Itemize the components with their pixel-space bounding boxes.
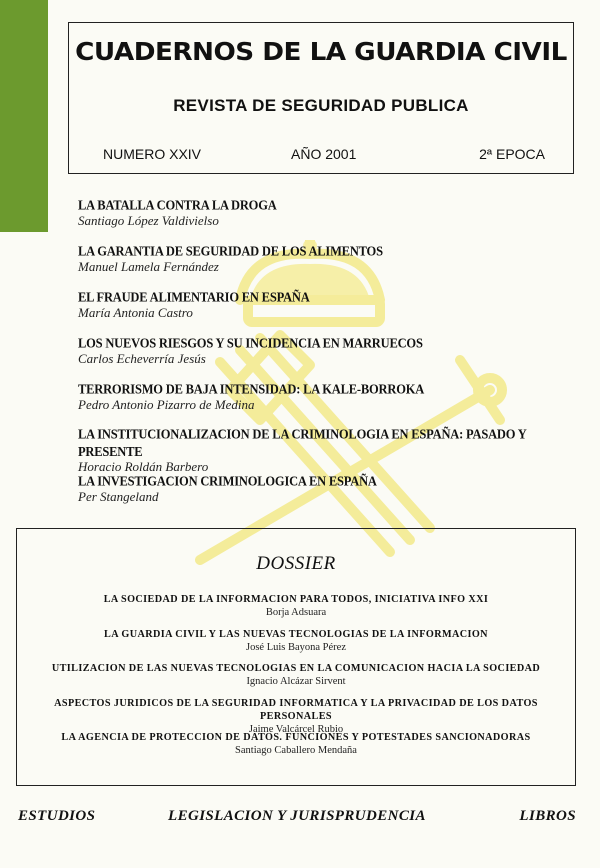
article-author: María Antonia Castro bbox=[78, 305, 193, 320]
dossier-item bbox=[17, 697, 575, 735]
dossier-box bbox=[16, 528, 576, 786]
article-title: LA INVESTIGACION CRIMINOLOGICA EN ESPAÑA bbox=[78, 473, 377, 489]
dossier-item bbox=[17, 593, 575, 628]
issue-year: AÑO 2001 bbox=[291, 146, 357, 162]
issue-number: NUMERO XXIV bbox=[103, 146, 202, 162]
article-title: TERRORISMO DE BAJA INTENSIDAD: LA KALE-BORROKA bbox=[78, 381, 425, 397]
article-list bbox=[78, 197, 558, 519]
dossier-item-author: Jaime Valcárcel Rubio bbox=[248, 723, 344, 735]
article-item bbox=[78, 473, 558, 519]
article-title: LA INSTITUCIONALIZACION DE LA CRIMINOLOGIA EN ESPAÑA: PASADO Y PRESENTE bbox=[78, 426, 527, 460]
journal-subtitle: REVISTA DE SEGURIDAD PUBLICA bbox=[173, 96, 469, 115]
dossier-item-author: Borja Adsuara bbox=[265, 607, 327, 618]
dossier-item bbox=[17, 731, 575, 766]
section-legislacion: LEGISLACION Y JURISPRUDENCIA bbox=[168, 808, 426, 824]
article-author: Pedro Antonio Pizarro de Medina bbox=[78, 397, 255, 412]
issue-epoch: 2ª EPOCA bbox=[479, 146, 545, 162]
dossier-item-title: LA GUARDIA CIVIL Y LAS NUEVAS TECNOLOGIAS DE LA INFORMACION bbox=[104, 628, 488, 640]
dossier-item-author: José Luis Bayona Pérez bbox=[245, 641, 347, 653]
journal-title: CUADERNOS DE LA GUARDIA CIVIL bbox=[75, 37, 567, 66]
article-author: Horacio Roldán Barbero bbox=[78, 459, 209, 474]
masthead-box bbox=[68, 22, 574, 174]
article-item bbox=[78, 197, 558, 243]
article-author: Carlos Echeverría Jesús bbox=[78, 351, 206, 366]
article-title: LOS NUEVOS RIESGOS Y SU INCIDENCIA EN MARRUECOS bbox=[78, 335, 423, 351]
article-title: LA GARANTIA DE SEGURIDAD DE LOS ALIMENTOS bbox=[78, 243, 383, 259]
dossier-heading: DOSSIER bbox=[256, 553, 336, 574]
article-item bbox=[78, 243, 558, 289]
article-author: Per Stangeland bbox=[78, 489, 159, 504]
article-item bbox=[78, 289, 558, 335]
dossier-item-author: Ignacio Alcázar Sirvent bbox=[246, 676, 346, 687]
dossier-item-title: LA AGENCIA DE PROTECCION DE DATOS. FUNCIONES Y POTESTADES SANCIONADORAS bbox=[61, 732, 531, 743]
section-libros: LIBROS bbox=[519, 808, 576, 824]
dossier-list bbox=[17, 593, 575, 766]
article-item bbox=[78, 381, 558, 427]
dossier-item bbox=[17, 628, 575, 663]
article-title: LA BATALLA CONTRA LA DROGA bbox=[78, 197, 277, 213]
section-estudios: ESTUDIOS bbox=[18, 808, 96, 824]
dossier-item-author: Santiago Caballero Mendaña bbox=[235, 745, 357, 756]
dossier-item-title: LA SOCIEDAD DE LA INFORMACION PARA TODOS, INICIATIVA INFO XXI bbox=[103, 594, 489, 605]
article-item bbox=[78, 335, 558, 381]
dossier-item-title: UTILIZACION DE LAS NUEVAS TECNOLOGIAS EN LA COMUNICACION HACIA LA SOCIEDAD bbox=[51, 663, 541, 674]
article-author: Santiago López Valdivielso bbox=[78, 213, 219, 228]
dossier-item bbox=[17, 662, 575, 697]
article-author: Manuel Lamela Fernández bbox=[78, 259, 219, 274]
article-item bbox=[78, 427, 558, 473]
dossier-item-title: ASPECTOS JURIDICOS DE LA SEGURIDAD INFORMATICA Y LA PRIVACIDAD DE LOS DATOS PERSONALES bbox=[54, 697, 538, 722]
article-title: EL FRAUDE ALIMENTARIO EN ESPAÑA bbox=[78, 289, 310, 305]
green-side-bar bbox=[0, 0, 48, 232]
